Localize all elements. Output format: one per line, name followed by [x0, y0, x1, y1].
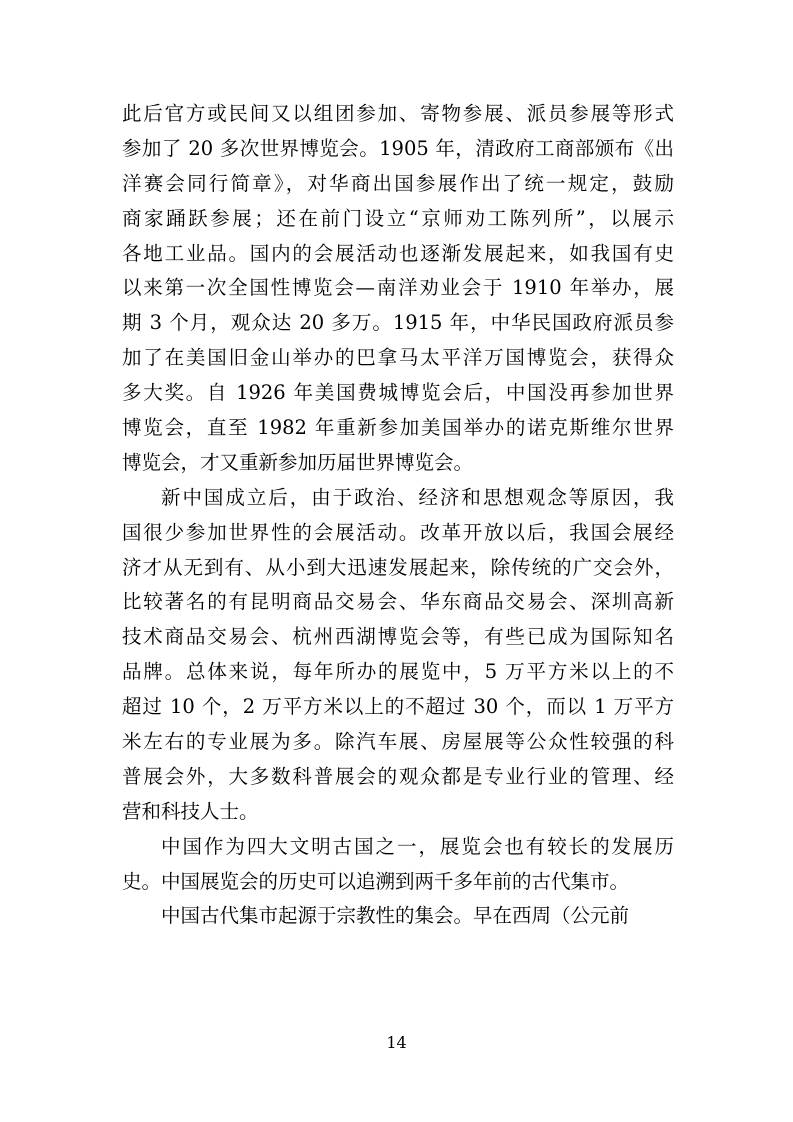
text-line: 加了在美国旧金山举办的巴拿马太平洋万国博览会，获得众	[122, 346, 674, 370]
text-line: 新中国成立后，由于政治、经济和思想观念等原因，我	[161, 485, 674, 509]
page-number: 14	[386, 1033, 407, 1052]
text-line: 博览会，直至 1982 年重新参加美国举办的诺克斯维尔世界	[122, 416, 674, 440]
text-line: 博览会，才又重新参加历届世界博览会。	[122, 450, 474, 474]
text-line: 品牌。总体来说，每年所办的展览中，5 万平方米以上的不	[122, 660, 674, 684]
paragraph-4	[122, 899, 674, 934]
text-line: 国很少参加世界性的会展活动。改革开放以后，我国会展经	[122, 520, 674, 544]
text-line: 济才从无到有、从小到大迅速发展起来，除传统的广交会外，	[122, 555, 674, 579]
text-line: 期 3 个月，观众达 20 多万。1915 年，中华民国政府派员参	[122, 311, 674, 335]
text-line: 各地工业品。国内的会展活动也逐渐发展起来，如我国有史	[122, 241, 674, 265]
paragraph-1	[122, 97, 674, 481]
text-line: 超过 10 个，2 万平方米以上的不超过 30 个，而以 1 万平方	[122, 695, 674, 719]
text-line: 普展会外，大多数科普展会的观众都是专业行业的管理、经	[122, 764, 674, 788]
text-line: 商家踊跃参展；还在前门设立“京师劝工陈列所”，以展示	[122, 206, 674, 230]
body-text	[122, 97, 674, 934]
text-line: 洋赛会同行简章》，对华商出国参展作出了统一规定，鼓励	[122, 171, 674, 195]
paragraph-2	[122, 481, 674, 830]
text-line: 中国作为四大文明古国之一，展览会也有较长的发展历	[161, 834, 674, 858]
text-line: 米左右的专业展为多。除汽车展、房屋展等公众性较强的科	[122, 730, 674, 754]
text-line: 此后官方或民间又以组团参加、寄物参展、派员参展等形式	[122, 102, 674, 125]
text-line: 多大奖。自 1926 年美国费城博览会后，中国没再参加世界	[122, 381, 674, 405]
text-line: 技术商品交易会、杭州西湖博览会等，有些已成为国际知名	[122, 625, 674, 649]
paragraph-3	[122, 830, 674, 900]
text-line: 营和科技人士。	[122, 799, 259, 823]
text-line: 以来第一次全国性博览会—南洋劝业会于 1910 年举办，展	[122, 276, 674, 300]
text-line: 中国古代集市起源于宗教性的集会。早在西周（公元前	[161, 904, 630, 928]
text-line: 比较著名的有昆明商品交易会、华东商品交易会、深圳高新	[122, 590, 674, 614]
text-line: 参加了 20 多次世界博览会。1905 年，清政府工商部颁布《出	[122, 136, 674, 160]
text-line: 史。中国展览会的历史可以追溯到两千多年前的古代集市。	[122, 869, 630, 893]
